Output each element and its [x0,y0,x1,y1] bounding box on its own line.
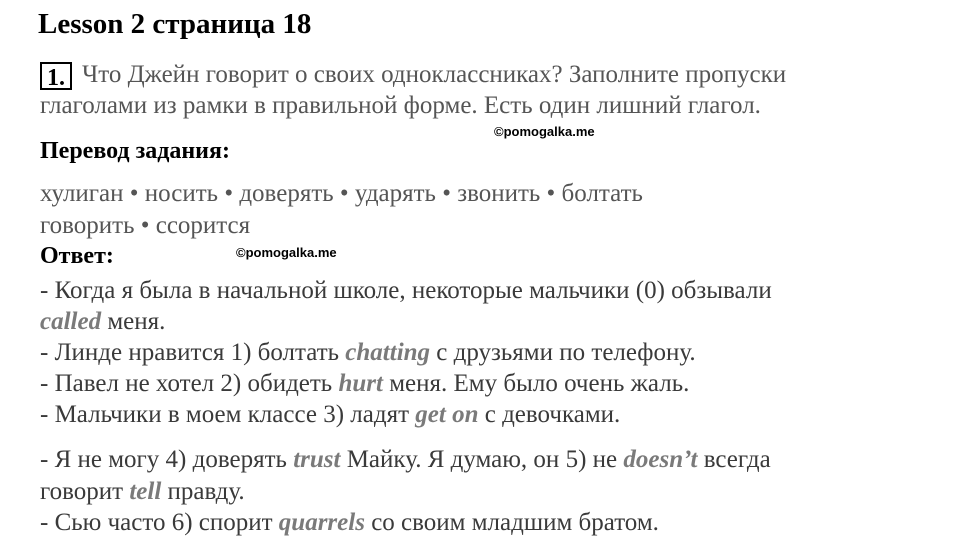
answer-text: - Мальчики в моем классе 3) ладят [40,401,416,428]
answer-text: говорит [40,478,130,505]
answer-highlight: chatting [345,339,431,366]
watermark-1: ©pomogalka.me [494,124,595,139]
answer-text: с девочками. [478,401,621,428]
answer-line-7 [40,477,245,507]
answer-highlight: doesn’t [623,446,698,473]
answer-line-5 [40,400,620,430]
task-number-box: 1. [40,62,72,90]
answer-highlight: hurt [338,370,383,397]
answer-text: с друзьями по телефону. [430,339,696,366]
answer-text: - Когда я была в начальной школе, некоторые мальчики (0) обзывали [40,277,772,304]
answer-heading: Ответ: [40,243,114,269]
answer-text: - Я не могу 4) доверять [40,446,294,473]
answer-highlight: trust [293,446,341,473]
answer-text: меня. [101,308,166,335]
task-text-line-1: Что Джейн говорит о своих одноклассниках? Заполните пропуски [82,61,787,88]
answer-line-4 [40,369,689,399]
task-text-line-2: глаголами из рамки в правильной форме. Есть один лишний глагол. [40,92,761,119]
page-title: Lesson 2 страница 18 [38,8,312,40]
word-box-line-1: хулиган • носить • доверять • ударять • звонить • болтать [40,180,643,207]
translation-heading: Перевод задания: [40,138,230,164]
answer-line-8 [40,508,659,538]
answer-text: правду. [161,478,245,505]
answer-highlight: called [40,308,102,335]
answer-text: всегда [697,446,771,473]
answer-highlight: get on [415,401,479,428]
word-box-line-2: говорить • ссорится [40,212,251,239]
answer-highlight: quarrels [278,509,365,536]
answer-line-1 [40,276,772,306]
answer-text: Майку. Я думаю, он 5) не [340,446,624,473]
answer-highlight: tell [129,478,162,505]
answer-line-3 [40,338,696,368]
answer-text: - Павел не хотел 2) обидеть [40,370,339,397]
answer-line-6 [40,445,771,475]
answer-text: со своим младшим братом. [364,509,659,536]
answer-line-2 [40,307,165,337]
answer-text: меня. Ему было очень жаль. [382,370,690,397]
answer-text: - Линде нравится 1) болтать [40,339,346,366]
answer-text: - Сью часто 6) спорит [40,509,279,536]
watermark-2: ©pomogalka.me [236,245,337,260]
